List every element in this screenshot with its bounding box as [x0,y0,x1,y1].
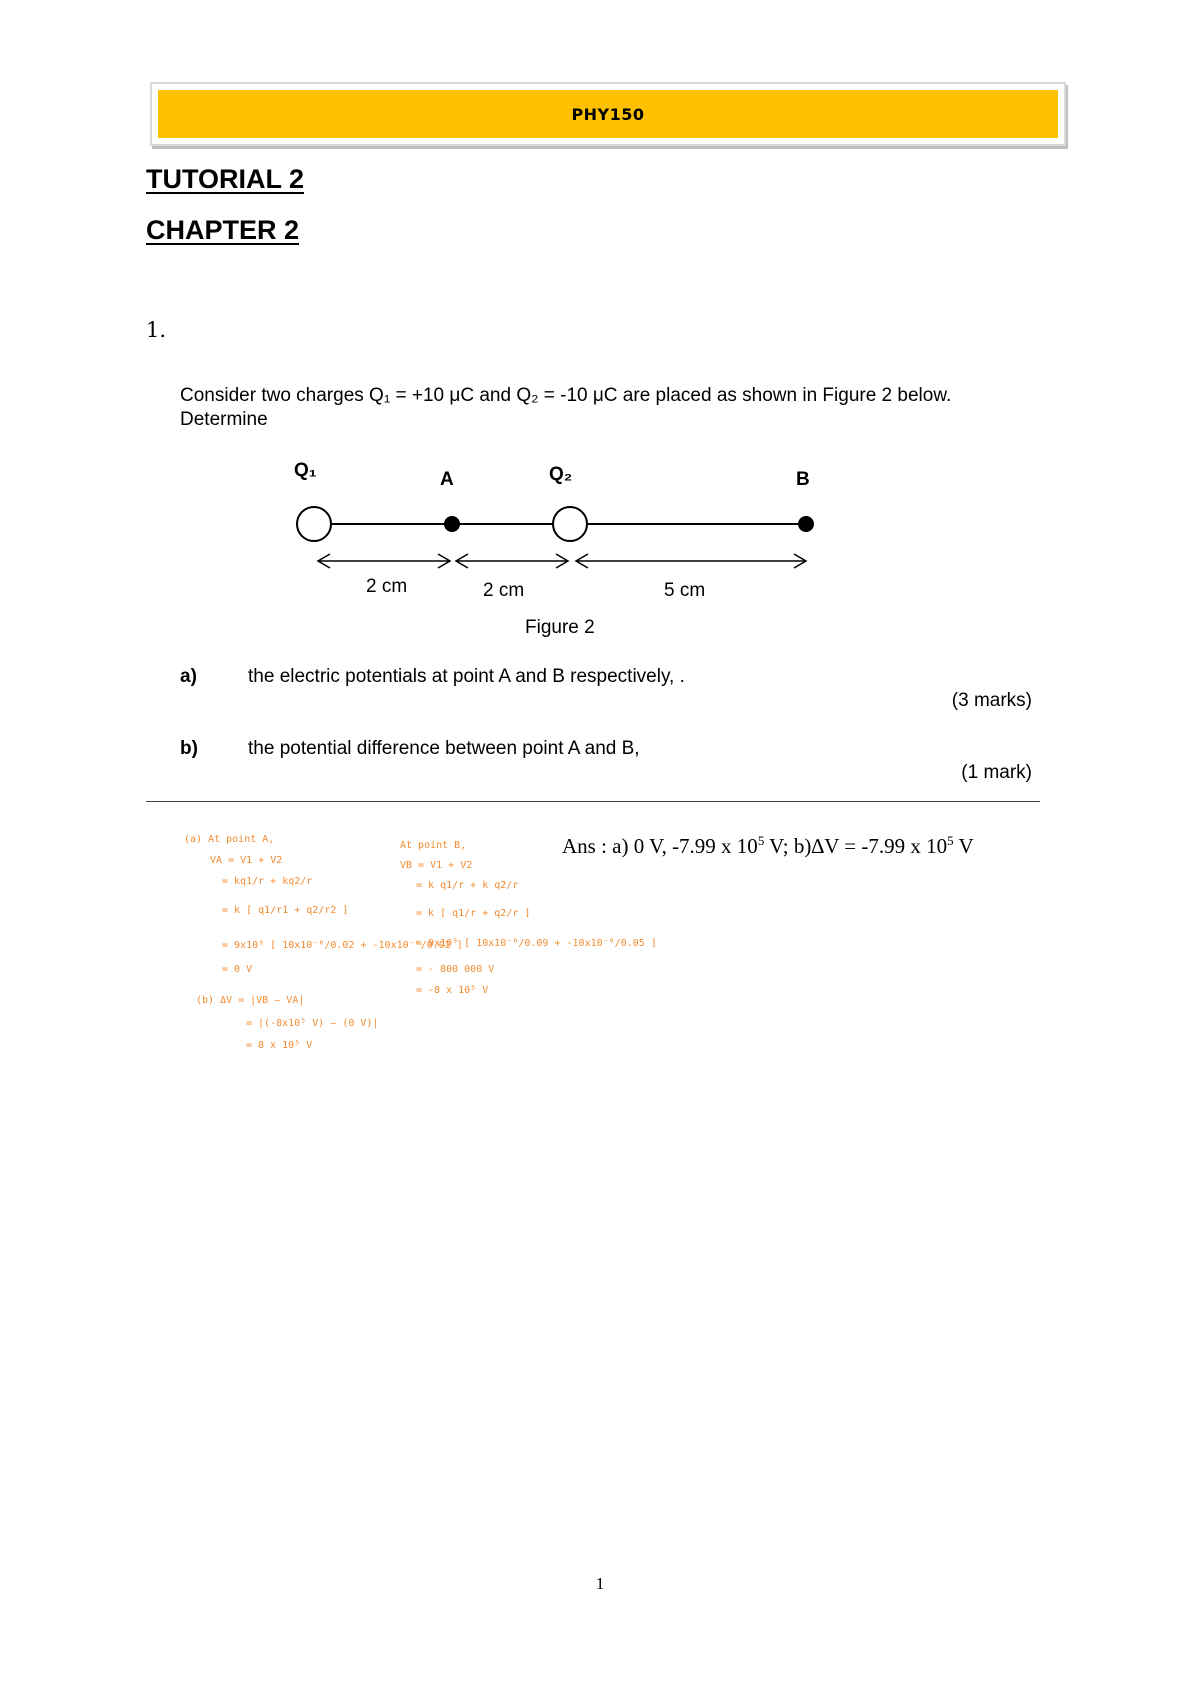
question-number: 1. [146,318,167,342]
label-point-a: A [440,469,454,490]
hw-right-line: = k q1/r + k q2/r [416,880,519,891]
answer-prefix: Ans : a) 0 V, -7.99 x 10 [562,834,758,858]
figure-caption: Figure 2 [525,617,595,638]
answer-exponent-1: 5 [757,833,765,848]
distance-label-3: 5 cm [664,580,706,601]
charge-q2-circle [553,507,587,541]
question-intro-line1: Consider two charges Q₁ = +10 μC and Q₂ = -10 μC are placed as shown in Figure 2 below. [180,385,952,406]
page-number: 1 [595,1574,605,1593]
distance-label-2: 2 cm [483,580,525,601]
question-intro-line2: Determine [180,409,268,430]
hw-left-line: = 8 x 10⁵ V [246,1040,313,1051]
part-b-letter: b) [180,738,198,759]
hw-right-line: = -8 x 10⁵ V [416,985,489,996]
part-a-text: the electric potentials at point A and B respectively, . [248,666,685,687]
hw-right-line: = 9x10⁹ [ 10x10⁻⁶/0.09 + -10x10⁻⁶/0.05 ] [416,938,657,949]
chapter-title: CHAPTER 2 [146,215,300,245]
answer-line [562,833,974,859]
hw-left-line: = |(-8x10⁵ V) – (0 V)| [246,1018,379,1029]
hw-left-line: (a) At point A, [184,834,275,845]
part-a-marks: (3 marks) [951,690,1032,711]
part-b-marks: (1 mark) [961,762,1032,783]
answer-suffix: V [953,834,974,858]
hw-right-line: = - 800 000 V [416,964,495,975]
part-a-letter: a) [180,666,197,687]
hw-left-line: = 0 V [222,964,253,975]
answer-exponent-2: 5 [947,833,954,848]
label-q1: Q₁ [294,460,317,481]
section-divider [146,801,1040,802]
course-code: PHY150 [571,104,645,124]
distance-arrows [318,554,806,568]
label-q2: Q₂ [549,464,573,485]
charge-q1-circle [297,507,331,541]
answer-middle: V; b)∆V = -7.99 x 10 [764,834,948,858]
hw-left-line: = 9x10⁹ [ 10x10⁻⁶/0.02 + -10x10⁻⁶/0.02 ] [222,940,463,951]
hw-right-line: VB = V1 + V2 [400,860,473,871]
hw-left-line: = k [ q1/r1 + q2/r2 ] [222,905,349,916]
hw-left-line: (b) ΔV = |VB – VA| [196,995,305,1006]
tutorial-title: TUTORIAL 2 [146,164,305,194]
distance-label-1: 2 cm [366,576,408,597]
hw-right-line: At point B, [400,840,467,851]
hw-right-line: = k [ q1/r + q2/r ] [416,908,531,919]
point-b-dot [798,516,814,532]
point-a-dot [444,516,460,532]
part-b-text: the potential difference between point A and B, [248,738,640,759]
figure-2-drawing [0,0,1200,700]
label-point-b: B [796,469,810,490]
hw-left-line: = kq1/r + kq2/r [222,876,313,887]
hw-left-line: VA = V1 + V2 [210,855,283,866]
